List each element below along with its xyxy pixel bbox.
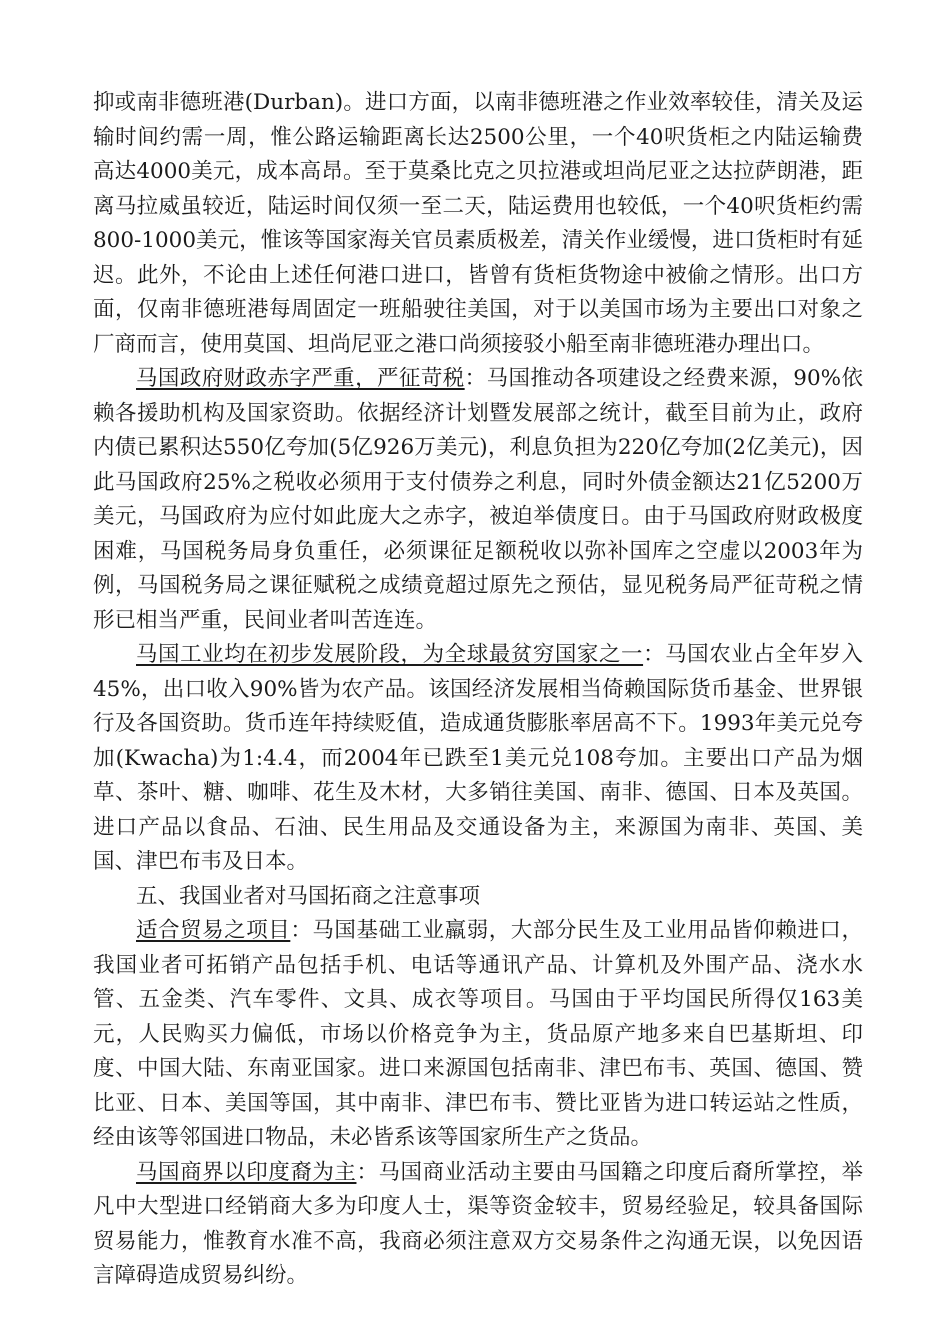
paragraph-business-community: [93, 1156, 863, 1294]
paragraph-body: ：马国农业占全年岁入45%，出口收入90%皆为农产品。该国经济发展相当倚赖国际货币基金、世界银行及各国资助。货币连年持续贬值，造成通货膨胀率居高不下。1993年美元兑夸加(Kwacha)为1:4.4，而2004年已跌至1美元兑108夸加。主要出口产品为烟草、茶叶、糖、咖啡、花生及木材，大多销往美国、南非、德国、日本及英国。进口产品以食品、石油、民生用品及交通设备为主，来源国为南非、英国、美国、津巴布韦及日本。: [93, 642, 863, 874]
paragraph-heading: 马国政府财政赤字严重，严征苛税: [136, 366, 465, 391]
paragraph-industry: [93, 638, 863, 880]
document-page: [93, 86, 863, 1294]
paragraph-body: 抑或南非德班港(Durban)。进口方面，以南非德班港之作业效率较佳，清关及运输时间约需一周，惟公路运输距离长达2500公里，一个40呎货柜之内陆运输费高达4000美元，成本高昂。至于莫桑比克之贝拉港或坦尚尼亚之达拉萨朗港，距离马拉威虽较近，陆运时间仅须一至二天，陆运费用也较低，一个40呎货柜约需800-1000美元，惟该等国家海关官员素质极差，清关作业缓慢，进口货柜时有延迟。此外，不论由上述任何港口进口，皆曾有货柜货物途中被偷之情形。出口方面，仅南非德班港每周固定一班船驶往美国，对于以美国市场为主要出口对象之厂商而言，使用莫国、坦尚尼亚之港口尚须接驳小船至南非德班港办理出口。: [93, 90, 863, 357]
paragraph-ports: [93, 86, 863, 362]
paragraph-body: ：马国商业活动主要由马国籍之印度后裔所掌控，举凡中大型进口经销商大多为印度人士，渠等资金较丰，贸易经验足，较具备国际贸易能力，惟教育水准不高，我商必须注意双方交易条件之沟通无误，以免因语言障碍造成贸易纠纷。: [93, 1159, 863, 1288]
paragraph-trade-items: [93, 914, 863, 1156]
paragraph-heading: 马国商界以印度裔为主: [136, 1159, 357, 1185]
section-heading-text: 五、我国业者对马国拓商之注意事项: [136, 883, 481, 909]
paragraph-heading: 马国工业均在初步发展阶段，为全球最贫穷国家之一: [136, 642, 644, 667]
section-heading: [93, 880, 863, 915]
paragraph-body: ：马国推动各项建设之经费来源，90%依赖各援助机构及国家资助。依据经济计划暨发展部之统计，截至目前为止，政府内债已累积达550亿夸加(5亿926万美元)，利息负担为220亿夸加(2亿美元)，因此马国政府25%之税收必须用于支付债券之利息，同时外债金额达21亿5200万美元，马国政府为应付如此庞大之赤字，被迫举债度日。由于马国政府财政极度困难，马国税务局身负重任，必须课征足额税收以弥补国库之空虚以2003年为例，马国税务局之课征赋税之成绩竟超过原先之预估，显见税务局严征苛税之情形已相当严重，民间业者叫苦连连。: [93, 366, 863, 633]
paragraph-heading: 适合贸易之项目: [136, 918, 291, 943]
paragraph-fiscal-deficit: [93, 362, 863, 638]
paragraph-body: ：马国基础工业羸弱，大部分民生及工业用品皆仰赖进口，我国业者可拓销产品包括手机、电话等通讯产品、计算机及外围产品、浇水水管、五金类、汽车零件、文具、成衣等项目。马国由于平均国民所得仅163美元，人民购买力偏低，市场以价格竞争为主，货品原产地多来自巴基斯坦、印度、中国大陆、东南亚国家。进口来源国包括南非、津巴布韦、英国、德国、赞比亚、日本、美国等国，其中南非、津巴布韦、赞比亚皆为进口转运站之性质，经由该等邻国进口物品，未必皆系该等国家所生产之货品。: [93, 918, 863, 1150]
